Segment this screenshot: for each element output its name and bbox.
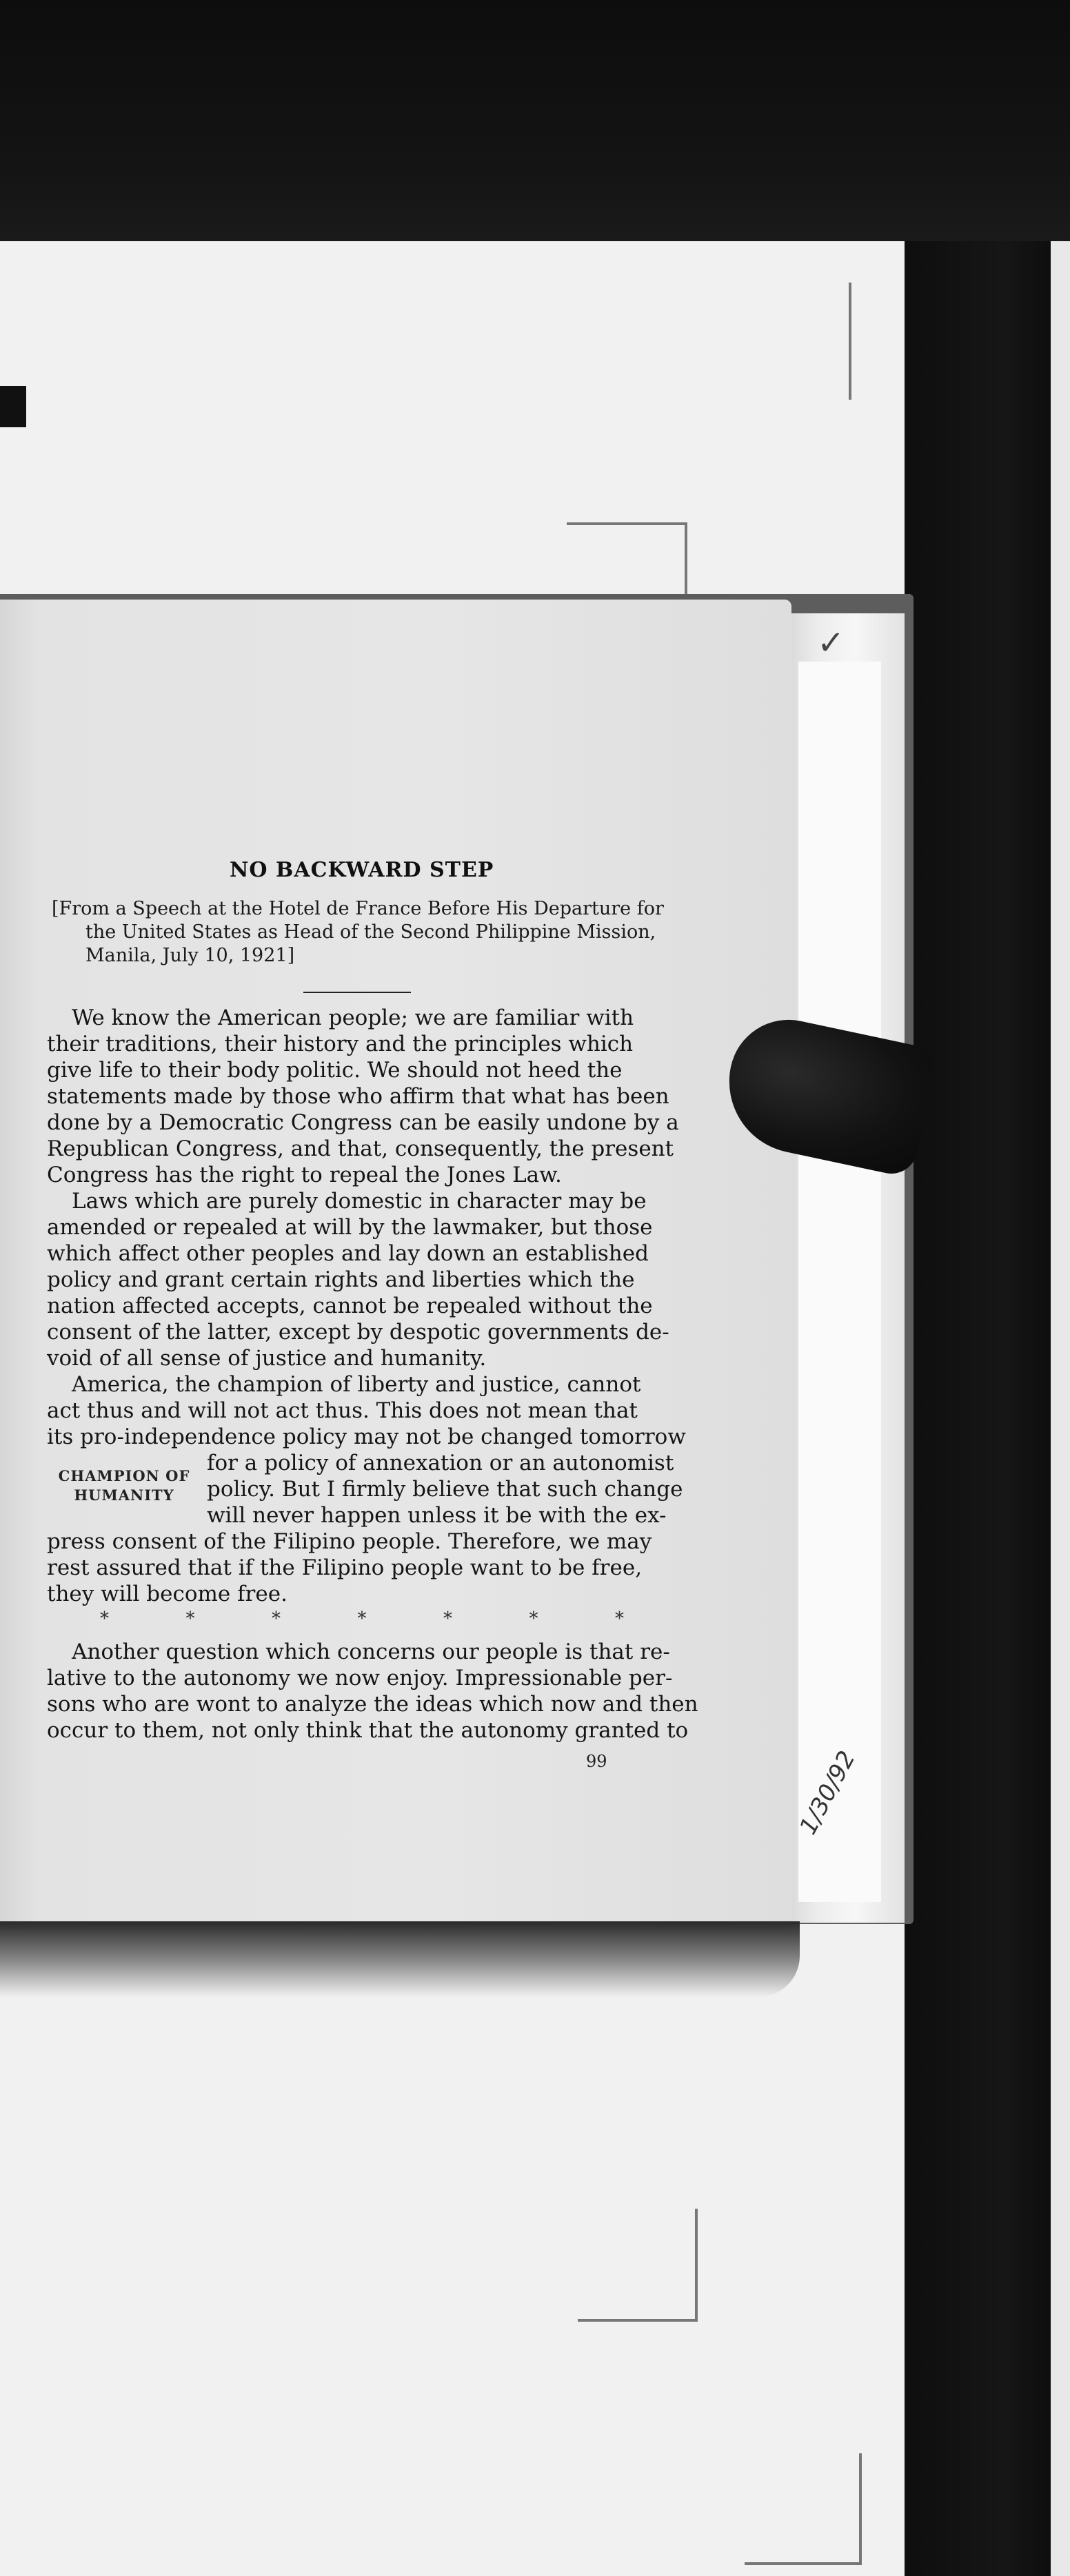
crop-mark	[567, 522, 687, 525]
star: *	[357, 1608, 367, 1629]
page-shadow	[0, 1921, 800, 1997]
body-line: their traditions, their history and the principles which	[47, 1032, 634, 1056]
margin-note	[55, 1466, 193, 1505]
body-line: sons who are wont to analyze the ideas which now and then	[47, 1692, 698, 1717]
body-line: done by a Democratic Congress can be easily undone by a	[47, 1110, 679, 1135]
body-line: We know the American people; we are familiar with	[72, 1005, 634, 1030]
scan-top-background	[0, 0, 1070, 241]
body-line: they will become free.	[47, 1582, 287, 1606]
body-line: America, the champion of liberty and justice, cannot	[72, 1372, 641, 1397]
body-line: act thus and will not act thus. This does not mean that	[47, 1398, 638, 1423]
star: *	[100, 1608, 109, 1629]
section-rule	[303, 992, 411, 993]
crop-mark	[695, 2209, 698, 2322]
body-line: lative to the autonomy we now enjoy. Impressionable per-	[47, 1666, 673, 1690]
body-line: policy. But I firmly believe that such change	[207, 1477, 683, 1502]
margin-note-line: HUMANITY	[74, 1486, 174, 1504]
body-line: Another question which concerns our people is that re-	[72, 1639, 670, 1664]
star: *	[529, 1608, 538, 1629]
star: *	[272, 1608, 281, 1629]
check-mark-icon: ✓	[817, 624, 845, 662]
body-line: occur to them, not only think that the autonomy granted to	[47, 1718, 689, 1743]
page-number: 99	[586, 1752, 607, 1771]
body-line: amended or repealed at will by the lawmaker, but those	[47, 1215, 653, 1240]
intro-line: the United States as Head of the Second Philippine Mission,	[85, 921, 656, 943]
body-line: its pro-independence policy may not be changed tomorrow	[47, 1424, 686, 1449]
margin-note-line: CHAMPION OF	[58, 1467, 190, 1484]
intro-line: [From a Speech at the Hotel de France Before His Departure for	[52, 898, 664, 919]
body-line: will never happen unless it be with the ex-	[207, 1503, 667, 1528]
star: *	[443, 1608, 452, 1629]
star: *	[185, 1608, 195, 1629]
scan-right-edge	[1051, 241, 1070, 2576]
body-line: Laws which are purely domestic in character may be	[72, 1189, 647, 1214]
handwritten-annotation: 1/30/92	[794, 1746, 861, 1839]
section-break-stars	[100, 1608, 624, 1629]
crop-mark	[685, 522, 687, 595]
scan-target-marker	[0, 386, 26, 427]
body-line: void of all sense of justice and humanity.	[47, 1346, 487, 1371]
body-line: which affect other peoples and lay down an established	[47, 1241, 649, 1266]
body-line: consent of the latter, except by despotic governments de-	[47, 1320, 669, 1345]
book-page-edges-inner	[798, 662, 881, 1902]
body-line: statements made by those who affirm that what has been	[47, 1084, 669, 1109]
body-line: press consent of the Filipino people. Therefore, we may	[47, 1529, 652, 1554]
body-line: give life to their body politic. We should not heed the	[47, 1058, 623, 1083]
crop-mark	[745, 2562, 862, 2565]
body-line: Congress has the right to repeal the Jones Law.	[47, 1163, 562, 1187]
page-title: NO BACKWARD STEP	[230, 858, 494, 882]
body-line: for a policy of annexation or an autonomist	[207, 1451, 674, 1475]
crop-mark	[849, 283, 851, 400]
body-line: Republican Congress, and that, consequently, the present	[47, 1136, 674, 1161]
intro-line: Manila, July 10, 1921]	[85, 945, 295, 966]
crop-mark	[859, 2453, 862, 2565]
body-line: policy and grant certain rights and liberties which the	[47, 1267, 635, 1292]
body-line: rest assured that if the Filipino people want to be free,	[47, 1555, 643, 1580]
star: *	[615, 1608, 624, 1629]
scan-right-background	[905, 241, 1070, 2576]
body-line: nation affected accepts, cannot be repealed without the	[47, 1294, 653, 1318]
crop-mark	[578, 2319, 698, 2322]
